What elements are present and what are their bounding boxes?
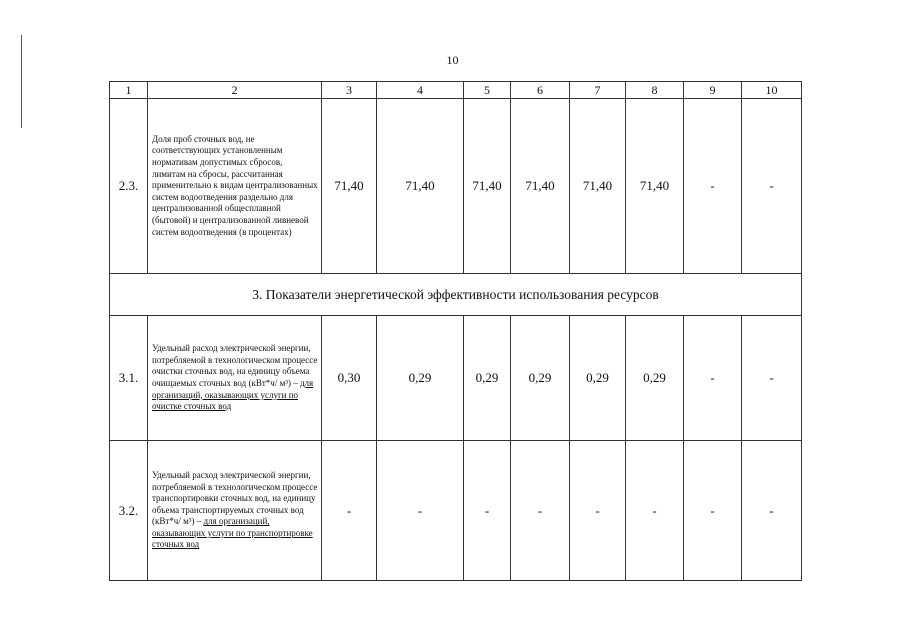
row-description [148,316,322,441]
value-cell: 71,40 [322,99,377,274]
value-cell: - [742,99,802,274]
value-cell: - [322,441,377,581]
value-cell: - [684,316,742,441]
value-cell: 0,30 [322,316,377,441]
header-row [110,82,802,99]
value-cell: - [742,441,802,581]
value-cell: - [684,441,742,581]
header-cell: 4 [377,82,464,99]
row-number: 2.3. [110,99,148,274]
value-cell: 0,29 [377,316,464,441]
row-number: 3.2. [110,441,148,581]
header-cell: 10 [742,82,802,99]
value-cell: - [684,99,742,274]
section-row [110,274,802,316]
row-description [148,99,322,274]
header-cell: 8 [626,82,684,99]
value-cell: - [570,441,626,581]
value-cell: - [511,441,570,581]
table-row [110,441,802,581]
value-cell: 0,29 [511,316,570,441]
section-title: 3. Показатели энергетической эффективности использования ресурсов [110,274,802,316]
value-cell: 71,40 [377,99,464,274]
value-cell: 0,29 [626,316,684,441]
description-text: Удельный расход электрической энергии, потребляемой в технологическом процессе транспортировки сточных вод, на единицу объема транспортируемых сточных вод (кВт*ч/ м³) – [152,469,318,527]
header-cell: 1 [110,82,148,99]
description-text: Удельный расход электрической энергии, потребляемой в технологическом процессе очистки сточных вод, на единицу объема очищаемых сточных вод (кВт*ч/ м³) – [152,343,318,388]
table-row [110,316,802,441]
row-number: 3.1. [110,316,148,441]
description-text: Доля проб сточных вод, не соответствующих установленным нормативам допустимых сбросов, лимитам на сбросы, рассчитанная применительно к видам централизованных систем водоотведения раздельно для централизованной общесплавной (бытовой) и централизованной ливневой систем водоотведения (в процентах) [152,133,318,237]
header-cell: 9 [684,82,742,99]
value-cell: - [464,441,511,581]
page-number: 10 [446,53,459,67]
header-cell: 2 [148,82,322,99]
row-description [148,441,322,581]
value-cell: 71,40 [511,99,570,274]
description-link-text: для организаций, оказывающих услуги по транспортировке сточных вод [152,516,313,550]
value-cell: 0,29 [464,316,511,441]
value-cell: 71,40 [464,99,511,274]
header-cell: 5 [464,82,511,99]
value-cell: 71,40 [626,99,684,274]
value-cell: 71,40 [570,99,626,274]
value-cell: - [742,316,802,441]
value-cell: 0,29 [570,316,626,441]
header-cell: 3 [322,82,377,99]
description-link-text: для организаций, оказывающих услуги по очистке сточных вод [152,378,314,412]
value-cell: - [377,441,464,581]
table-row [110,99,802,274]
header-cell: 6 [511,82,570,99]
value-cell: - [626,441,684,581]
margin-line [21,35,22,128]
indicators-table [109,81,802,581]
header-cell: 7 [570,82,626,99]
